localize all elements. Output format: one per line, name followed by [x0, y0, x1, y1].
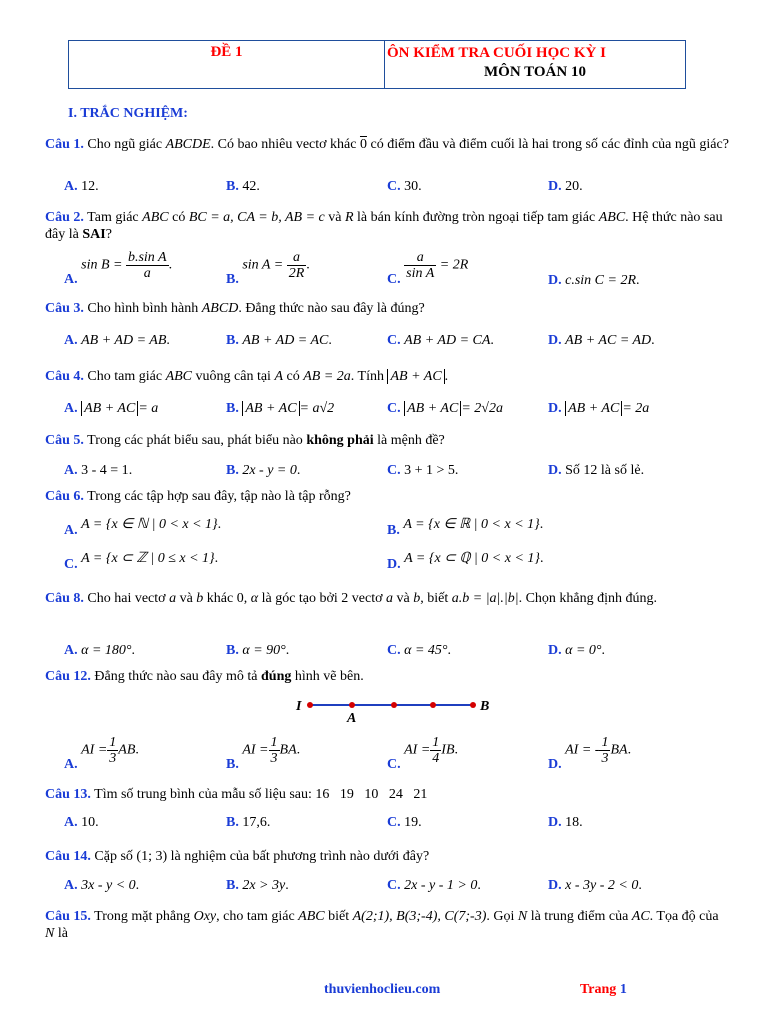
option-a: A. A = {x ∈ ℕ | 0 < x < 1}. [64, 517, 222, 538]
option-a: A. AB + AC = a [64, 401, 159, 416]
option-d: D. AI = - $\frac{1}{3}$ BA. [548, 735, 632, 772]
footer-page-number: Trang 1 [580, 982, 627, 997]
question-number: Câu 8. [45, 591, 84, 606]
option-c: C. A = {x ⊂ ℤ | 0 ≤ x < 1}. [64, 551, 219, 572]
option-d: D. x - 3y - 2 < 0. [548, 878, 642, 893]
exam-title-line2: MÔN TOÁN 10 [484, 64, 586, 80]
question-5: Câu 5. Trong các phát biểu sau, phát biểu nào không phải là mệnh đề? [45, 433, 445, 448]
question-number: Câu 3. [45, 301, 84, 316]
question-15: Câu 15. Trong mặt phẳng Oxy, cho tam giác ABC biết A(2;1), B(3;-4), C(7;-3). Gọi N là trung điểm của AC. Tọa độ của N là [45, 909, 719, 941]
option-a: A. sin B = $\frac{\text{b.sin A}}{a}$ . [64, 250, 173, 287]
label-b: B [480, 699, 490, 714]
option-c: C. 3 + 1 > 5. [387, 463, 459, 478]
segment-diagram [290, 694, 500, 724]
question-number: Câu 14. [45, 849, 91, 864]
option-a: A. AB + AD = AB. [64, 333, 170, 348]
option-b: B. 17,6. [226, 815, 271, 830]
exam-code: ĐỀ 1 [69, 41, 385, 88]
question-number: Câu 4. [45, 369, 84, 384]
question-8: Câu 8. Cho hai vectơ a và b khác 0, α là góc tạo bởi 2 vectơ a và b, biết a.b = |a|.|b|. Chọn khẳng định đúng. [45, 591, 658, 606]
question-number: Câu 13. [45, 787, 91, 802]
option-b: B. AI = $\frac{1}{3}$ BA. [226, 735, 301, 772]
option-c: C. AI = $\frac{1}{4}$ IB. [387, 735, 459, 772]
option-a: A. α = 180°. [64, 643, 136, 658]
question-number: Câu 15. [45, 909, 91, 924]
q-math: 0 [359, 137, 367, 152]
question-13: Câu 13. Tìm số trung bình của mẫu số liệu sau: 16 19 10 24 21 [45, 787, 428, 802]
option-b: B. A = {x ∈ ℝ | 0 < x < 1}. [387, 517, 544, 538]
question-6: Câu 6. Trong các tập hợp sau đây, tập nào là tập rỗng? [45, 489, 351, 504]
option-a: A. 12. [64, 179, 99, 194]
option-d: D. c.sin C = 2R. [548, 273, 640, 288]
option-a: A. 3x - y < 0. [64, 878, 140, 893]
question-1 [45, 136, 730, 153]
option-d: D. Số 12 là số lẻ. [548, 463, 645, 478]
question-14: Câu 14. Cặp số (1; 3) là nghiệm của bất phương trình nào dưới đây? [45, 849, 430, 864]
question-number: Câu 5. [45, 433, 84, 448]
option-c: C. α = 45°. [387, 643, 452, 658]
option-b: B. 42. [226, 179, 260, 194]
option-d: D. AB + AC = 2a [548, 401, 650, 416]
option-a: A. AI = $\frac{1}{3}$ AB. [64, 735, 139, 772]
option-b: B. 2x > 3y. [226, 878, 289, 893]
option-c: C. 2x - y - 1 > 0. [387, 878, 481, 893]
option-b: B. sin A = $\frac{a}{2R}$ . [226, 250, 310, 287]
q-math: ABCDE [165, 137, 211, 152]
option-c: C. 19. [387, 815, 422, 830]
header-box [68, 40, 686, 89]
point-i [307, 702, 313, 708]
option-a: A. 10. [64, 815, 99, 830]
option-b: B. AB + AC = a√2 [226, 401, 335, 416]
label-a: A [347, 711, 357, 724]
option-a: A. 3 - 4 = 1. [64, 463, 133, 478]
point-a [349, 702, 355, 708]
option-b: B. α = 90°. [226, 643, 290, 658]
option-d: D. 18. [548, 815, 583, 830]
footer-site-link[interactable]: thuvienhoclieu.com [324, 982, 441, 997]
question-number: Câu 1. [45, 137, 84, 152]
option-c: C. 30. [387, 179, 422, 194]
q-text: có điểm đầu và điểm cuối là hai trong số các đỉnh của ngũ giác? [366, 137, 729, 152]
point-2 [430, 702, 436, 708]
question-2: Câu 2. Tam giác ABC có BC = a, CA = b, AB = c và R là bán kính đường tròn ngoại tiếp tam giác ABC. Hệ thức nào sau đây là SAI? [45, 210, 723, 242]
question-12: Câu 12. Đẳng thức nào sau đây mô tả đúng hình vẽ bên. [45, 669, 364, 684]
question-4: Câu 4. Cho tam giác ABC vuông cân tại A có AB = 2a. Tính AB + AC . [45, 369, 449, 384]
point-b [470, 702, 476, 708]
exam-title-line1: ÔN KIỂM TRA CUỐI HỌC KỲ I [387, 45, 606, 61]
exam-title [385, 41, 685, 88]
question-number: Câu 12. [45, 669, 91, 684]
option-d: D. α = 0°. [548, 643, 606, 658]
option-d: D. AB + AC = AD. [548, 333, 655, 348]
label-i: I [296, 699, 302, 714]
option-b: B. AB + AD = AC. [226, 333, 332, 348]
section-title: I. TRẮC NGHIỆM: [68, 106, 188, 121]
option-c: C. AB + AD = CA. [387, 333, 494, 348]
point-1 [391, 702, 397, 708]
option-d: D. A = {x ⊂ ℚ | 0 < x < 1}. [387, 551, 544, 572]
option-b: B. 2x - y = 0. [226, 463, 301, 478]
option-c: C. $\frac{a}{\text{sin A}}$ = 2R [387, 250, 469, 287]
question-number: Câu 6. [45, 489, 84, 504]
option-d: D. 20. [548, 179, 583, 194]
question-number: Câu 2. [45, 210, 84, 225]
q-text: Cho ngũ giác [83, 137, 166, 152]
q-text: . Có bao nhiêu vectơ khác [210, 137, 360, 152]
option-c: C. AB + AC = 2√2a [387, 401, 503, 416]
question-3: Câu 3. Cho hình bình hành ABCD. Đẳng thức nào sau đây là đúng? [45, 301, 425, 316]
